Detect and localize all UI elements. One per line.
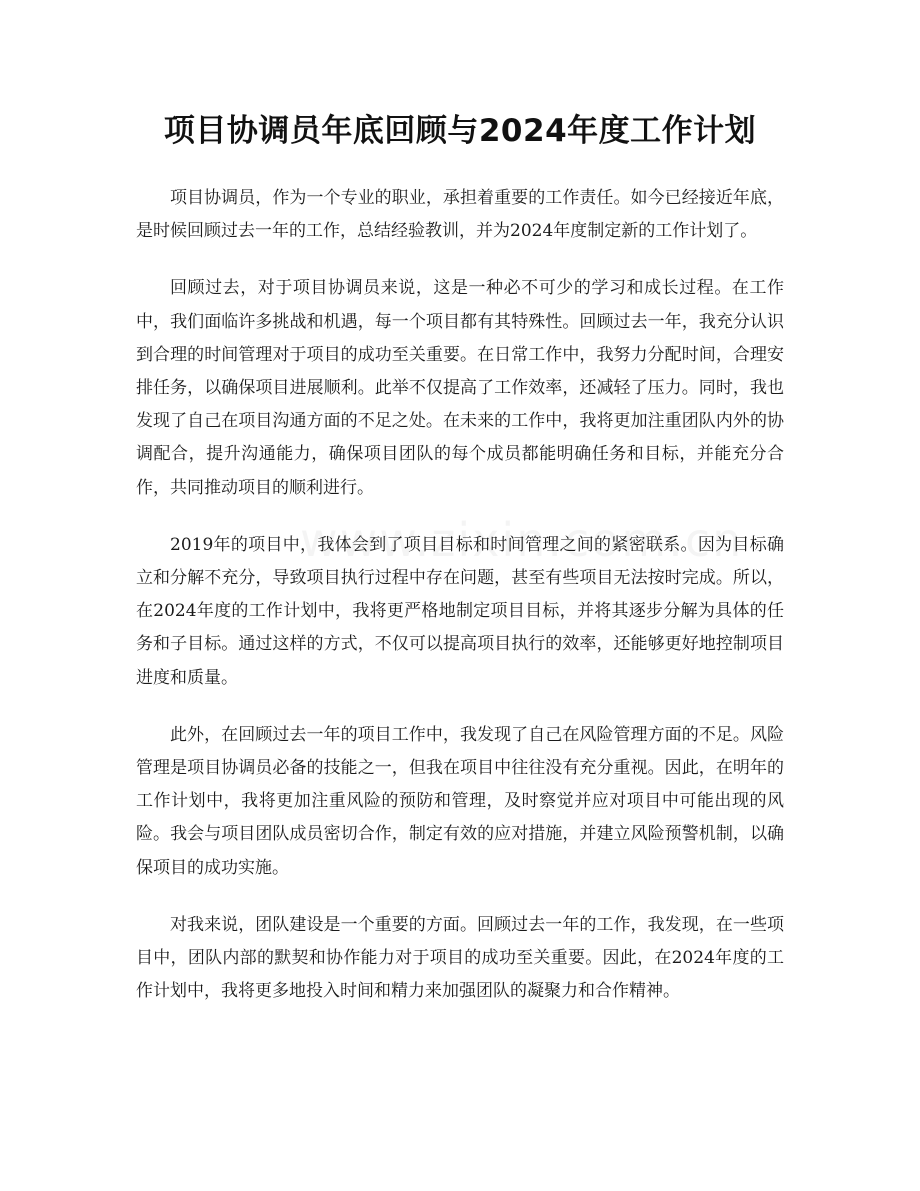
paragraph-1: 项目协调员，作为一个专业的职业，承担着重要的工作责任。如今已经接近年底，是时候回顾过去一年的工作，总结经验教训，并为2024年度制定新的工作计划了。 [136, 188, 784, 242]
paragraph-3: 2019年的项目中，我体会到了项目目标和时间管理之间的紧密联系。因为目标确立和分解不充分，导致项目执行过程中存在问题，甚至有些项目无法按时完成。所以，在2024年度的工作计划中，我将更严格地制定项目目标，并将其逐步分解为具体的任务和子目标。通过这样的方式，不仅可以提高项目执行的效率，还能够更好地控制项目进度和质量。 [136, 534, 784, 688]
document-title: 项目协调员年底回顾与2024年度工作计划 [163, 113, 757, 149]
paragraph-5: 对我来说，团队建设是一个重要的方面。回顾过去一年的工作，我发现，在一些项目中，团队内部的默契和协作能力对于项目的成功至关重要。因此，在2024年度的工作计划中，我将更多地投入时间和精力来加强团队的凝聚力和合作精神。 [136, 914, 784, 1002]
paragraph-4: 此外，在回顾过去一年的项目工作中，我发现了自己在风险管理方面的不足。风险管理是项目协调员必备的技能之一，但我在项目中往往没有充分重视。因此，在明年的工作计划中，我将更加注重风险的预防和管理，及时察觉并应对项目中可能出现的风险。我会与项目团队成员密切合作，制定有效的应对措施，并建立风险预警机制，以确保项目的成功实施。 [136, 724, 784, 878]
document-body [136, 182, 784, 1032]
paragraph-2: 回顾过去，对于项目协调员来说，这是一种必不可少的学习和成长过程。在工作中，我们面临许多挑战和机遇，每一个项目都有其特殊性。回顾过去一年，我充分认识到合理的时间管理对于项目的成功至关重要。在日常工作中，我努力分配时间，合理安排任务，以确保项目进展顺利。此举不仅提高了工作效率，还减轻了压力。同时，我也发现了自己在项目沟通方面的不足之处。在未来的工作中，我将更加注重团队内外的协调配合，提升沟通能力，确保项目团队的每个成员都能明确任务和目标，并能充分合作，共同推动项目的顺利进行。 [136, 278, 784, 498]
